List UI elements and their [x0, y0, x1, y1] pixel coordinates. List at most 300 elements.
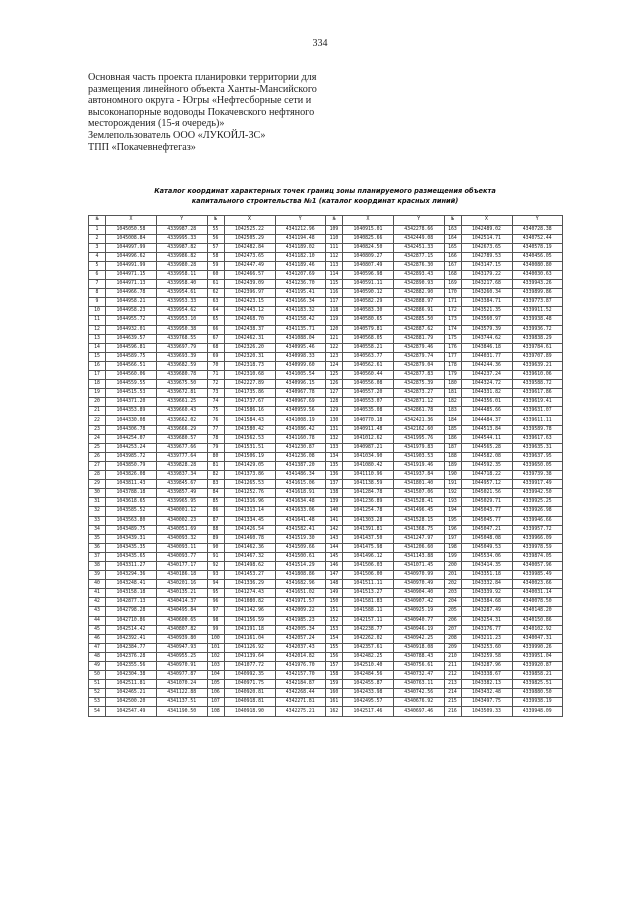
point-number-cell: 94 — [207, 580, 224, 589]
point-number-cell: 169 — [444, 280, 461, 289]
x-coordinate-cell: 1042514.71 — [461, 234, 512, 243]
y-coordinate-cell: 4341633.06 — [275, 507, 326, 516]
y-coordinate-cell: 4341137.51 — [157, 698, 208, 707]
x-coordinate-cell: 1045045.77 — [461, 516, 512, 525]
y-coordinate-cell: 4339666.29 — [157, 425, 208, 434]
point-number-cell: 9 — [89, 298, 106, 307]
table-row — [89, 289, 563, 298]
y-coordinate-cell: 4342009.22 — [275, 607, 326, 616]
point-number-cell: 114 — [326, 270, 343, 279]
y-coordinate-cell: 4339958.40 — [157, 280, 208, 289]
point-number-cell: 173 — [444, 316, 461, 325]
y-coordinate-cell: 4339611.11 — [512, 416, 563, 425]
y-coordinate-cell: 4339953.10 — [157, 316, 208, 325]
point-number-cell: 87 — [207, 516, 224, 525]
y-coordinate-cell: 4342005.34 — [275, 625, 326, 634]
y-coordinate-cell: 4340940.77 — [394, 616, 445, 625]
point-number-cell: 93 — [207, 571, 224, 580]
x-coordinate-cell: 1041506.03 — [343, 561, 394, 570]
y-coordinate-cell: 4339942.50 — [512, 489, 563, 498]
y-coordinate-cell: 4341088.04 — [275, 334, 326, 343]
x-coordinate-cell: 1044971.13 — [106, 280, 157, 289]
coordinates-table-body — [89, 225, 563, 716]
y-coordinate-cell: 4339845.67 — [157, 480, 208, 489]
x-coordinate-cell: 1040825.66 — [343, 234, 394, 243]
y-coordinate-cell: 4341514.29 — [275, 561, 326, 570]
x-coordinate-cell: 1041284.78 — [343, 489, 394, 498]
point-number-cell: 1 — [89, 225, 106, 234]
point-number-cell: 12 — [89, 325, 106, 334]
y-coordinate-cell: 4341236.08 — [275, 452, 326, 461]
point-number-cell: 37 — [89, 552, 106, 561]
x-coordinate-cell: 1043850.79 — [106, 461, 157, 470]
y-coordinate-cell: 4341086.42 — [275, 425, 326, 434]
x-coordinate-cell: 1043259.58 — [461, 652, 512, 661]
x-coordinate-cell: 1042447.49 — [224, 261, 275, 270]
x-coordinate-cell: 1041511.11 — [343, 580, 394, 589]
x-coordinate-cell: 1041142.96 — [224, 607, 275, 616]
y-coordinate-cell: 4340177.17 — [157, 561, 208, 570]
point-number-cell: 155 — [326, 643, 343, 652]
y-coordinate-cell: 4341808.86 — [275, 571, 326, 580]
point-number-cell: 43 — [89, 607, 106, 616]
point-number-cell: 209 — [444, 643, 461, 652]
x-coordinate-cell: 1042157.11 — [343, 616, 394, 625]
x-coordinate-cell: 1041265.53 — [224, 480, 275, 489]
point-number-cell: 134 — [326, 452, 343, 461]
table-row — [89, 543, 563, 552]
x-coordinate-cell: 1043217.68 — [461, 280, 512, 289]
point-number-cell: 178 — [444, 361, 461, 370]
y-coordinate-cell: 4341976.70 — [275, 662, 326, 671]
y-coordinate-cell: 4340999.60 — [275, 361, 326, 370]
point-number-cell: 129 — [326, 407, 343, 416]
x-coordinate-cell: 1043287.49 — [461, 607, 512, 616]
point-number-cell: 166 — [444, 252, 461, 261]
y-coordinate-cell: 4341189.46 — [275, 261, 326, 270]
point-number-cell: 150 — [326, 598, 343, 607]
y-coordinate-cell: 4339697.79 — [157, 343, 208, 352]
table-row — [89, 234, 563, 243]
x-coordinate-cell: 1041316.96 — [224, 498, 275, 507]
point-number-cell: 50 — [89, 671, 106, 680]
y-coordinate-cell: 4340756.61 — [394, 662, 445, 671]
x-coordinate-cell: 1044330.08 — [106, 416, 157, 425]
point-number-cell: 213 — [444, 680, 461, 689]
header-line: высоконапорные водоводы Покачевского нефтяного — [88, 106, 315, 118]
y-coordinate-cell: 4339858.21 — [512, 671, 563, 680]
x-coordinate-cell: 1042877.13 — [106, 598, 157, 607]
table-row — [89, 707, 563, 716]
y-coordinate-cell: 4340947.93 — [157, 643, 208, 652]
point-number-cell: 71 — [207, 371, 224, 380]
table-row — [89, 571, 563, 580]
x-coordinate-cell: 1044559.55 — [106, 380, 157, 389]
point-number-cell: 28 — [89, 471, 106, 480]
y-coordinate-cell: 4341486.34 — [275, 471, 326, 480]
table-row — [89, 243, 563, 252]
point-number-cell: 39 — [89, 571, 106, 580]
header-line: месторождения (15-я очередь)» — [88, 118, 225, 130]
y-coordinate-cell: 4341387.20 — [275, 461, 326, 470]
x-coordinate-cell: 1043560.97 — [461, 316, 512, 325]
column-header: № — [444, 216, 461, 226]
point-number-cell: 177 — [444, 352, 461, 361]
x-coordinate-cell: 1041588.11 — [343, 607, 394, 616]
y-coordinate-cell: 4339739.38 — [512, 471, 563, 480]
y-coordinate-cell: 4342879.46 — [394, 343, 445, 352]
point-number-cell: 88 — [207, 525, 224, 534]
page-number: 334 — [312, 38, 328, 49]
x-coordinate-cell: 1042482.84 — [224, 243, 275, 252]
table-row — [89, 452, 563, 461]
x-coordinate-cell: 1044718.22 — [461, 471, 512, 480]
y-coordinate-cell: 4341008.19 — [275, 416, 326, 425]
y-coordinate-cell: 4341190.50 — [157, 707, 208, 716]
point-number-cell: 40 — [89, 580, 106, 589]
point-number-cell: 33 — [89, 516, 106, 525]
point-number-cell: 14 — [89, 343, 106, 352]
y-coordinate-cell: 4339672.81 — [157, 389, 208, 398]
x-coordinate-cell: 1044253.24 — [106, 443, 157, 452]
x-coordinate-cell: 1042511.81 — [106, 680, 157, 689]
point-number-cell: 101 — [207, 643, 224, 652]
x-coordinate-cell: 1042517.46 — [343, 707, 394, 716]
column-header: X — [461, 216, 512, 226]
y-coordinate-cell: 4339965.95 — [157, 498, 208, 507]
y-coordinate-cell: 4341158.42 — [275, 316, 326, 325]
table-row — [89, 325, 563, 334]
y-coordinate-cell: 4340201.16 — [157, 580, 208, 589]
point-number-cell: 190 — [444, 471, 461, 480]
y-coordinate-cell: 4342271.81 — [275, 698, 326, 707]
header-line: ТПП «Покачевнефтегаз» — [88, 141, 196, 153]
y-coordinate-cell: 4340135.21 — [157, 589, 208, 598]
point-number-cell: 161 — [326, 698, 343, 707]
y-coordinate-cell: 4339995.33 — [157, 234, 208, 243]
point-number-cell: 84 — [207, 489, 224, 498]
point-number-cell: 157 — [326, 662, 343, 671]
point-number-cell: 29 — [89, 480, 106, 489]
y-coordinate-cell: 4339589.78 — [512, 425, 563, 434]
y-coordinate-cell: 4340918.08 — [394, 643, 445, 652]
x-coordinate-cell: 1042326.20 — [224, 343, 275, 352]
x-coordinate-cell: 1042489.02 — [461, 225, 512, 234]
point-number-cell: 56 — [207, 234, 224, 243]
column-header: Y — [275, 216, 326, 226]
point-number-cell: 163 — [444, 225, 461, 234]
point-number-cell: 160 — [326, 689, 343, 698]
x-coordinate-cell: 1042514.42 — [106, 625, 157, 634]
y-coordinate-cell: 4342881.79 — [394, 334, 445, 343]
x-coordinate-cell: 1043985.72 — [106, 452, 157, 461]
point-number-cell: 79 — [207, 443, 224, 452]
y-coordinate-cell: 4342882.90 — [394, 289, 445, 298]
table-row — [89, 334, 563, 343]
table-row — [89, 698, 563, 707]
x-coordinate-cell: 1042310.68 — [224, 371, 275, 380]
x-coordinate-cell: 1041110.96 — [343, 471, 394, 480]
catalog-title-line: капитального строительства №1 (каталог координат красных линий) — [191, 197, 459, 205]
table-row — [89, 689, 563, 698]
point-number-cell: 139 — [326, 498, 343, 507]
x-coordinate-cell: 1044639.57 — [106, 334, 157, 343]
y-coordinate-cell: 4340102.92 — [512, 625, 563, 634]
point-number-cell: 115 — [326, 280, 343, 289]
column-header: № — [326, 216, 343, 226]
point-number-cell: 57 — [207, 243, 224, 252]
x-coordinate-cell: 1042304.38 — [106, 671, 157, 680]
point-number-cell: 85 — [207, 498, 224, 507]
y-coordinate-cell: 4341618.91 — [275, 489, 326, 498]
point-number-cell: 212 — [444, 671, 461, 680]
table-row — [89, 280, 563, 289]
x-coordinate-cell: 1044544.11 — [461, 434, 512, 443]
y-coordinate-cell: 4341971.57 — [275, 598, 326, 607]
x-coordinate-cell: 1040807.49 — [343, 261, 394, 270]
table-row — [89, 416, 563, 425]
point-number-cell: 6 — [89, 270, 106, 279]
point-number-cell: 21 — [89, 407, 106, 416]
x-coordinate-cell: 1044582.08 — [461, 452, 512, 461]
point-number-cell: 30 — [89, 489, 106, 498]
point-number-cell: 158 — [326, 671, 343, 680]
x-coordinate-cell: 1040824.50 — [343, 243, 394, 252]
y-coordinate-cell: 4339925.25 — [512, 498, 563, 507]
y-coordinate-cell: 4342890.93 — [394, 280, 445, 289]
point-number-cell: 26 — [89, 452, 106, 461]
y-coordinate-cell: 4339680.78 — [157, 371, 208, 380]
point-number-cell: 170 — [444, 289, 461, 298]
point-number-cell: 91 — [207, 552, 224, 561]
x-coordinate-cell: 1044331.82 — [461, 389, 512, 398]
table-row — [89, 434, 563, 443]
y-coordinate-cell: 4342888.97 — [394, 298, 445, 307]
point-number-cell: 132 — [326, 434, 343, 443]
point-number-cell: 215 — [444, 698, 461, 707]
y-coordinate-cell: 4341236.70 — [275, 280, 326, 289]
point-number-cell: 31 — [89, 498, 106, 507]
column-header: Y — [394, 216, 445, 226]
y-coordinate-cell: 4339838.29 — [512, 334, 563, 343]
y-coordinate-cell: 4341206.60 — [394, 543, 445, 552]
x-coordinate-cell: 1043382.13 — [461, 680, 512, 689]
x-coordinate-cell: 1042320.31 — [224, 352, 275, 361]
point-number-cell: 110 — [326, 234, 343, 243]
point-number-cell: 78 — [207, 434, 224, 443]
point-number-cell: 46 — [89, 634, 106, 643]
y-coordinate-cell: 4339825.51 — [512, 680, 563, 689]
point-number-cell: 164 — [444, 234, 461, 243]
y-coordinate-cell: 4339650.05 — [512, 461, 563, 470]
x-coordinate-cell: 1040563.77 — [343, 352, 394, 361]
x-coordinate-cell: 1041138.59 — [343, 480, 394, 489]
point-number-cell: 112 — [326, 252, 343, 261]
header-line: Основная часть проекта планировки территории для — [88, 72, 317, 83]
y-coordinate-cell: 4342861.78 — [394, 407, 445, 416]
x-coordinate-cell: 1044596.81 — [106, 343, 157, 352]
table-row — [89, 516, 563, 525]
point-number-cell: 24 — [89, 434, 106, 443]
x-coordinate-cell: 1040560.44 — [343, 371, 394, 380]
x-coordinate-cell: 1044955.72 — [106, 316, 157, 325]
point-number-cell: 44 — [89, 616, 106, 625]
x-coordinate-cell: 1045050.58 — [106, 225, 157, 234]
point-number-cell: 136 — [326, 471, 343, 480]
y-coordinate-cell: 4340728.38 — [512, 225, 563, 234]
table-row — [89, 225, 563, 234]
x-coordinate-cell: 1042673.65 — [461, 243, 512, 252]
y-coordinate-cell: 4339661.25 — [157, 398, 208, 407]
point-number-cell: 156 — [326, 652, 343, 661]
y-coordinate-cell: 4339990.26 — [512, 643, 563, 652]
point-number-cell: 74 — [207, 398, 224, 407]
point-number-cell: 183 — [444, 407, 461, 416]
point-number-cell: 32 — [89, 507, 106, 516]
point-number-cell: 188 — [444, 452, 461, 461]
point-number-cell: 199 — [444, 552, 461, 561]
point-number-cell: 69 — [207, 352, 224, 361]
x-coordinate-cell: 1041506.19 — [224, 452, 275, 461]
table-row — [89, 662, 563, 671]
y-coordinate-cell: 4341682.96 — [275, 580, 326, 589]
x-coordinate-cell: 1044560.06 — [106, 371, 157, 380]
x-coordinate-cell: 1042510.40 — [343, 662, 394, 671]
x-coordinate-cell: 1040992.35 — [224, 671, 275, 680]
table-row — [89, 261, 563, 270]
x-coordinate-cell: 1043618.65 — [106, 498, 157, 507]
x-coordinate-cell: 1042438.37 — [224, 325, 275, 334]
y-coordinate-cell: 4340955.25 — [157, 652, 208, 661]
y-coordinate-cell: 4341070.24 — [157, 680, 208, 689]
y-coordinate-cell: 4340904.40 — [394, 589, 445, 598]
point-number-cell: 142 — [326, 525, 343, 534]
table-row — [89, 625, 563, 634]
x-coordinate-cell: 1041254.78 — [343, 507, 394, 516]
y-coordinate-cell: 4341182.10 — [275, 252, 326, 261]
y-coordinate-cell: 4339980.28 — [157, 261, 208, 270]
document-header — [88, 72, 388, 153]
y-coordinate-cell: 4339619.41 — [512, 398, 563, 407]
x-coordinate-cell: 1040596.98 — [343, 270, 394, 279]
y-coordinate-cell: 4341195.41 — [275, 289, 326, 298]
x-coordinate-cell: 1043311.27 — [106, 561, 157, 570]
column-header: Y — [157, 216, 208, 226]
y-coordinate-cell: 4339950.38 — [157, 325, 208, 334]
point-number-cell: 193 — [444, 498, 461, 507]
point-number-cell: 124 — [326, 361, 343, 370]
y-coordinate-cell: 4339966.09 — [512, 534, 563, 543]
x-coordinate-cell: 1043176.77 — [461, 625, 512, 634]
point-number-cell: 61 — [207, 280, 224, 289]
x-coordinate-cell: 1044566.51 — [106, 361, 157, 370]
x-coordinate-cell: 1040971.75 — [224, 680, 275, 689]
point-number-cell: 192 — [444, 489, 461, 498]
y-coordinate-cell: 4340456.05 — [512, 252, 563, 261]
y-coordinate-cell: 4340970.49 — [394, 580, 445, 589]
y-coordinate-cell: 4339954.62 — [157, 307, 208, 316]
x-coordinate-cell: 1041460.78 — [224, 534, 275, 543]
x-coordinate-cell: 1045049.53 — [461, 543, 512, 552]
y-coordinate-cell: 4339911.52 — [512, 307, 563, 316]
point-number-cell: 34 — [89, 525, 106, 534]
point-number-cell: 211 — [444, 662, 461, 671]
y-coordinate-cell: 4341194.48 — [275, 234, 326, 243]
point-number-cell: 122 — [326, 343, 343, 352]
y-coordinate-cell: 4341937.84 — [394, 471, 445, 480]
y-coordinate-cell: 4339936.72 — [512, 325, 563, 334]
point-number-cell: 135 — [326, 461, 343, 470]
point-number-cell: 145 — [326, 552, 343, 561]
x-coordinate-cell: 1042227.89 — [224, 380, 275, 389]
y-coordinate-cell: 4340031.14 — [512, 589, 563, 598]
point-number-cell: 66 — [207, 325, 224, 334]
x-coordinate-cell: 1041391.81 — [343, 525, 394, 534]
x-coordinate-cell: 1041080.42 — [343, 461, 394, 470]
y-coordinate-cell: 4340001.12 — [157, 507, 208, 516]
header-line: автономного округа - Югры «Нефтесборные сети и — [88, 95, 312, 107]
point-number-cell: 18 — [89, 380, 106, 389]
y-coordinate-cell: 4342157.70 — [275, 671, 326, 680]
y-coordinate-cell: 4340970.99 — [394, 571, 445, 580]
table-row — [89, 489, 563, 498]
y-coordinate-cell: 4339660.43 — [157, 407, 208, 416]
point-number-cell: 20 — [89, 398, 106, 407]
point-number-cell: 198 — [444, 543, 461, 552]
point-number-cell: 90 — [207, 543, 224, 552]
x-coordinate-cell: 1040580.65 — [343, 316, 394, 325]
point-number-cell: 72 — [207, 380, 224, 389]
y-coordinate-cell: 4339920.87 — [512, 662, 563, 671]
y-coordinate-cell: 4340093.32 — [157, 534, 208, 543]
x-coordinate-cell: 1040915.01 — [343, 225, 394, 234]
catalog-title — [90, 186, 560, 206]
y-coordinate-cell: 4342879.04 — [394, 361, 445, 370]
y-coordinate-cell: 4342871.12 — [394, 398, 445, 407]
y-coordinate-cell: 4339943.26 — [512, 280, 563, 289]
y-coordinate-cell: 4339978.59 — [512, 543, 563, 552]
x-coordinate-cell: 1043332.84 — [461, 580, 512, 589]
x-coordinate-cell: 1041373.86 — [224, 471, 275, 480]
y-coordinate-cell: 4341801.40 — [394, 480, 445, 489]
point-number-cell: 210 — [444, 652, 461, 661]
table-row — [89, 643, 563, 652]
point-number-cell: 167 — [444, 261, 461, 270]
y-coordinate-cell: 4339617.86 — [512, 389, 563, 398]
x-coordinate-cell: 1041236.89 — [343, 498, 394, 507]
point-number-cell: 196 — [444, 525, 461, 534]
point-number-cell: 176 — [444, 343, 461, 352]
x-coordinate-cell: 1042376.28 — [106, 652, 157, 661]
point-number-cell: 25 — [89, 443, 106, 452]
y-coordinate-cell: 4341189.02 — [275, 243, 326, 252]
x-coordinate-cell: 1041475.98 — [343, 543, 394, 552]
table-row — [89, 298, 563, 307]
y-coordinate-cell: 4341615.06 — [275, 480, 326, 489]
table-row — [89, 471, 563, 480]
point-number-cell: 45 — [89, 625, 106, 634]
x-coordinate-cell: 1042423.15 — [224, 298, 275, 307]
x-coordinate-cell: 1044254.07 — [106, 434, 157, 443]
y-coordinate-cell: 4339926.98 — [512, 507, 563, 516]
y-coordinate-cell: 4341634.48 — [275, 498, 326, 507]
table-row — [89, 498, 563, 507]
y-coordinate-cell: 4339951.04 — [512, 652, 563, 661]
point-number-cell: 186 — [444, 434, 461, 443]
point-number-cell: 162 — [326, 707, 343, 716]
x-coordinate-cell: 1041496.12 — [343, 552, 394, 561]
x-coordinate-cell: 1042396.97 — [224, 289, 275, 298]
